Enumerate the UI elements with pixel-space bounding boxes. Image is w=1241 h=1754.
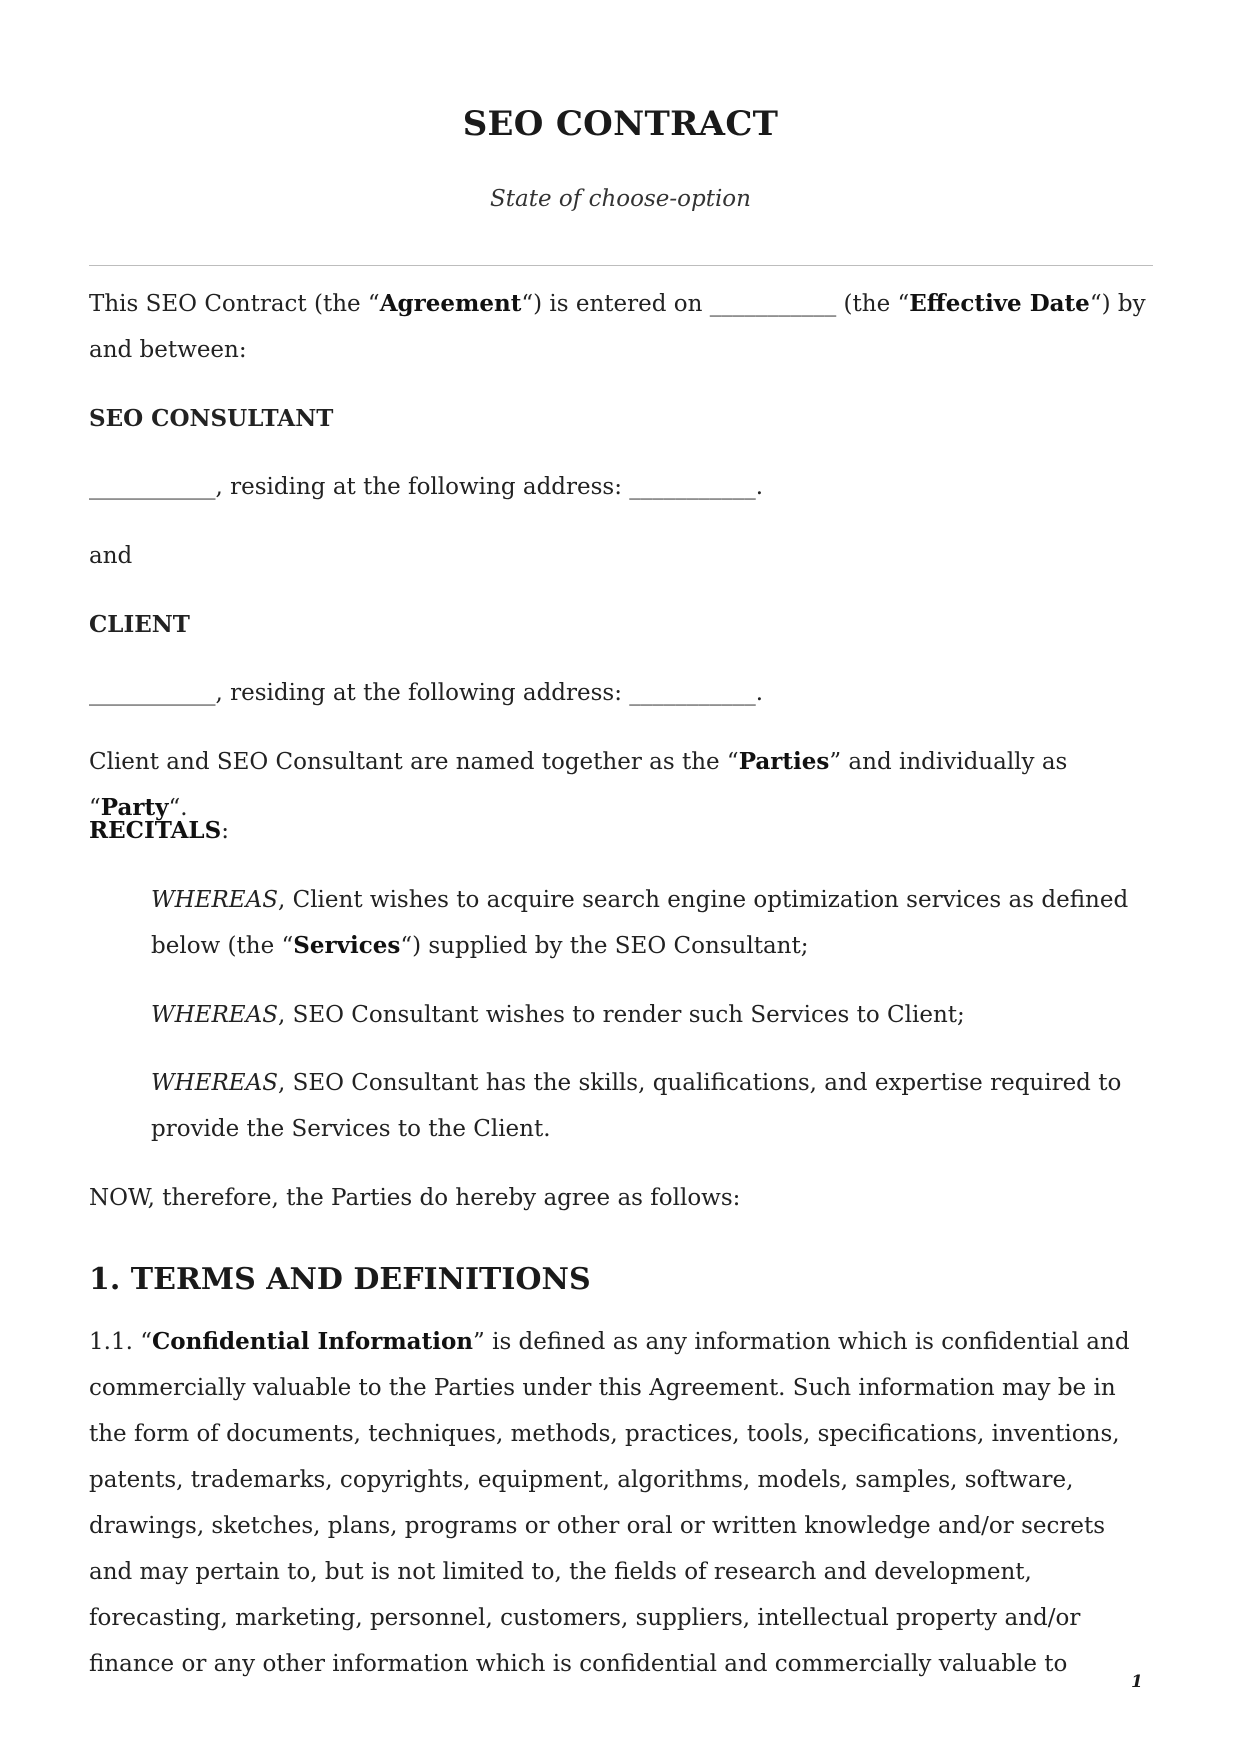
consultant-line: ___________, residing at the following address: ___________. [89,474,764,500]
term-effective-date: Effective Date [909,290,1090,317]
recital-1-text-b: “) supplied by the SEO Consultant; [400,933,809,959]
parties-text-2: ” and individually as “ [89,749,1068,821]
section-1-heading: 1. TERMS AND DEFINITIONS [89,1262,591,1297]
recital-1-text-a: , Client wishes to acquire search engine optimization services as defined below (the “ [151,887,1129,959]
document-subtitle: State of choose-option [490,186,751,212]
recitals-heading-text: RECITALS [89,817,222,844]
intro-paragraph [89,281,1153,373]
recital-2-text: , SEO Consultant wishes to render such Services to Client; [277,1002,965,1028]
term-confidential-information: Confidential Information [151,1328,474,1355]
document-title: SEO CONTRACT [462,104,779,144]
recital-2 [151,992,1153,1038]
intro-text-3: “) by and between: [89,291,1146,363]
term-party: Party [100,794,169,821]
recitals-colon: : [221,818,229,844]
clause-1-1-text: ” is defined as any information which is confidential and commercially valuable to the Parties under this Agreement. Such information may be in the form of documents, techniques, methods, practices, tools, specifications, inventions, patents, trademarks, copyrights, equipment, algorithms, models, samples, software, drawings, sketches, plans, programs or other oral or written knowledge and/or secrets and may pertain to, but is not limited to, the fields of research and development, forecasting, marketing, personnel, customers, suppliers, intellectual property and/or finance or any other information which is confidential and commercially valuable to [89,1329,1130,1677]
recital-1 [151,877,1153,969]
client-heading: CLIENT [89,611,190,638]
clause-1-1 [89,1319,1153,1687]
term-parties: Parties [738,748,830,775]
intro-text-1: This SEO Contract (the “ [89,291,380,317]
client-line: ___________, residing at the following address: ___________. [89,680,764,706]
parties-text-3: “. [168,795,188,821]
consultant-heading: SEO CONSULTANT [89,405,334,432]
now-therefore-paragraph: NOW, therefore, the Parties do hereby agree as follows: [89,1185,741,1211]
parties-text-1: Client and SEO Consultant are named together as the “ [89,749,739,775]
recital-2-whereas: WHEREAS [151,1002,278,1028]
recital-3-text: , SEO Consultant has the skills, qualifications, and expertise required to provide the Services to the Client. [151,1070,1122,1142]
recital-1-whereas: WHEREAS [151,887,278,913]
recital-3 [151,1060,1153,1152]
and-text: and [89,543,133,569]
recitals-heading [89,808,1153,854]
recital-3-whereas: WHEREAS [151,1070,278,1096]
page-number: 1 [1131,1672,1143,1692]
clause-1-1-number: 1.1. “ [89,1329,152,1355]
term-agreement: Agreement [379,290,522,317]
header-divider [89,265,1153,266]
term-services: Services [293,932,401,959]
intro-text-2: “) is entered on ___________ (the “ [521,291,910,317]
